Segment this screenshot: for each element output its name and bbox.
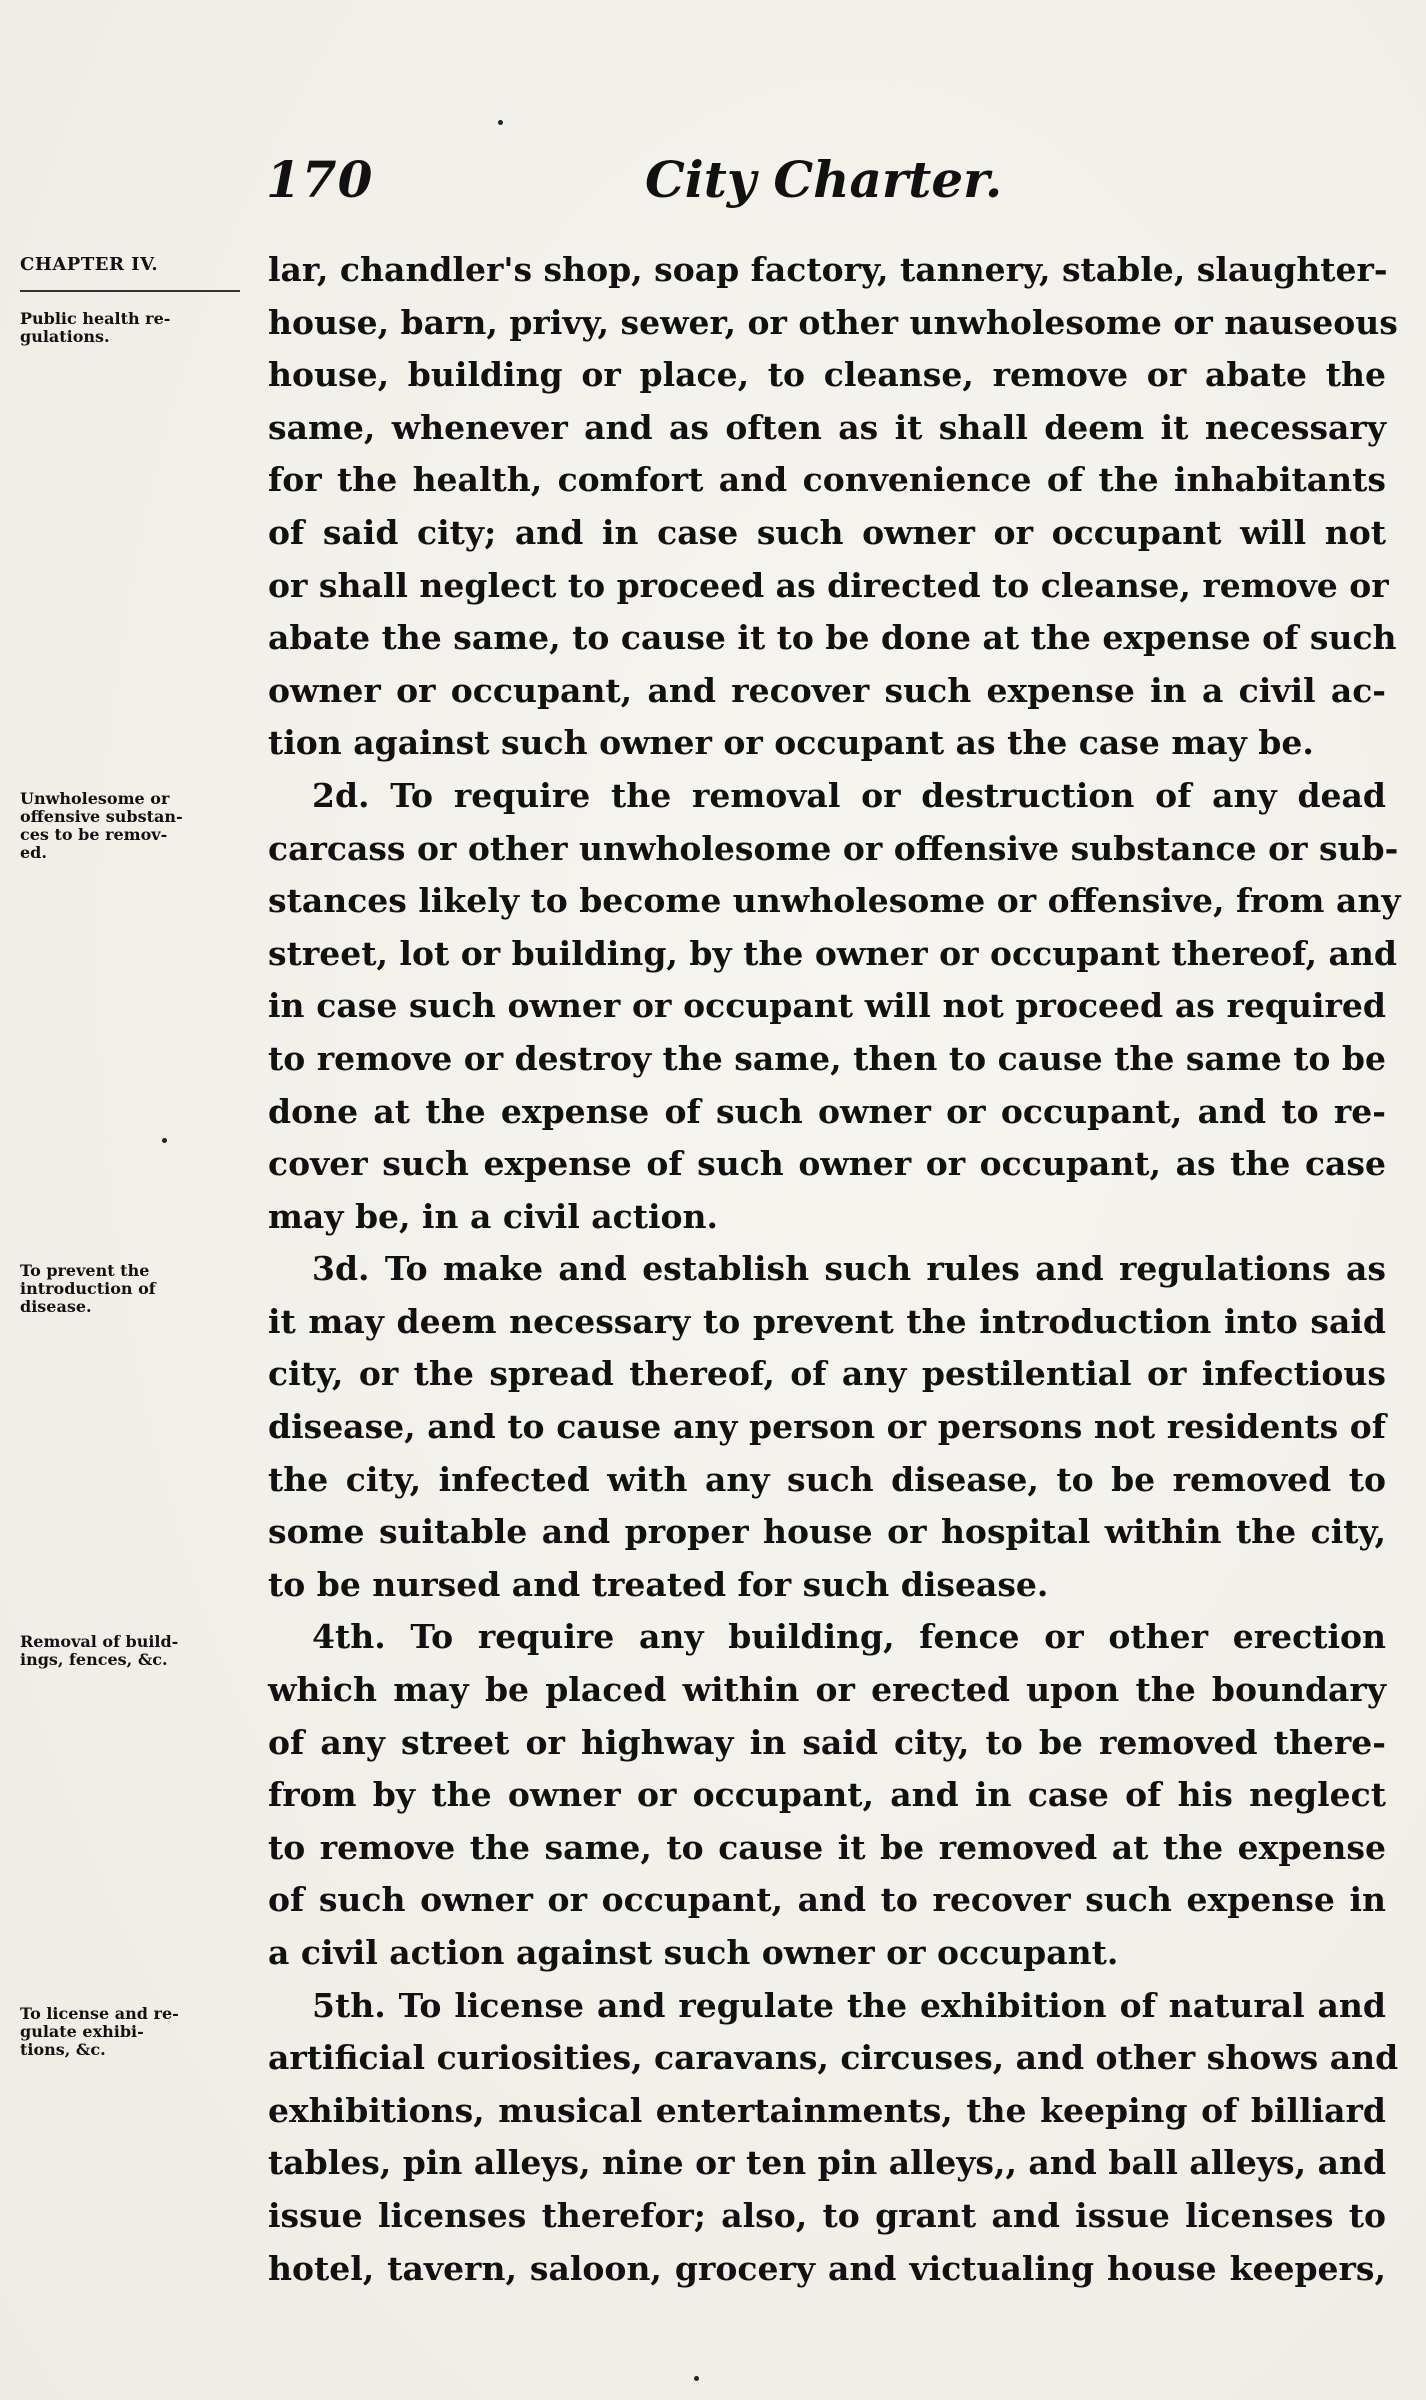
side-note-removal-of-buildings: Removal of build- ings, fences, &c. xyxy=(20,1632,179,1669)
running-title: City Charter. xyxy=(645,150,1003,209)
text-line: 3d. To make and establish such rules and regulations as xyxy=(312,1249,1386,1289)
text-line: city, or the spread thereof, of any pestilential or infectious xyxy=(268,1354,1386,1394)
text-line: a civil action against such owner or occupant. xyxy=(268,1933,1119,1972)
text-line: lar, chandler's shop, soap factory, tannery, stable, slaughter- xyxy=(268,250,1388,289)
text-line: artificial curiosities, caravans, circuses, and other shows and xyxy=(268,2038,1399,2078)
text-line: abate the same, to cause it to be done at the expense of such xyxy=(268,618,1397,658)
text-line: 2d. To require the removal or destruction of any dead xyxy=(312,775,1386,815)
text-line: tion against such owner or occupant as the case may be. xyxy=(268,723,1314,763)
text-line: same, whenever and as often as it shall deem it necessary xyxy=(268,407,1386,447)
text-line: to remove the same, to cause it be removed at the expense xyxy=(268,1827,1386,1867)
text-line: disease, and to cause any person or persons not residents of xyxy=(268,1407,1386,1447)
side-note-unwholesome-substances: Unwholesome or offensive substan- ces to be remov- ed. xyxy=(20,789,183,862)
page-number: 170 xyxy=(266,150,374,209)
text-line: it may deem necessary to prevent the introduction into said xyxy=(268,1301,1386,1341)
chapter-divider xyxy=(20,290,240,292)
text-line: which may be placed within or erected upon the boundary xyxy=(268,1670,1386,1710)
text-line: for the health, comfort and convenience of the inhabitants xyxy=(268,460,1386,500)
text-line: 4th. To require any building, fence or other erection xyxy=(312,1617,1386,1657)
text-line: or shall neglect to proceed as directed to cleanse, remove or xyxy=(268,565,1389,605)
text-line: street, lot or building, by the owner or occupant thereof, and xyxy=(268,933,1397,973)
chapter-label: CHAPTER IV. xyxy=(20,254,159,275)
text-line: of said city; and in case such owner or occupant will not xyxy=(268,512,1386,552)
text-line: 5th. To license and regulate the exhibition of natural and xyxy=(312,1985,1386,2025)
body-text xyxy=(268,244,1401,2295)
side-note-public-health: Public health re- gulations. xyxy=(20,309,171,346)
text-line: of such owner or occupant, and to recover such expense in xyxy=(268,1880,1386,1920)
side-note-license-exhibitions: To license and re- gulate exhibi- tions, &c. xyxy=(20,2004,179,2059)
print-speck xyxy=(694,2376,699,2381)
page-header xyxy=(260,150,1380,220)
text-line: house, building or place, to cleanse, remove or abate the xyxy=(268,355,1386,395)
text-line: some suitable and proper house or hospital within the city, xyxy=(268,1512,1386,1552)
text-line: tables, pin alleys, nine or ten pin alleys,, and ball alleys, and xyxy=(268,2143,1387,2183)
text-line: issue licenses therefor; also, to grant and issue licenses to xyxy=(268,2195,1386,2235)
text-line: the city, infected with any such disease, to be removed to xyxy=(268,1459,1386,1499)
print-speck xyxy=(498,120,503,125)
text-line: carcass or other unwholesome or offensive substance or sub- xyxy=(268,828,1399,868)
text-line: done at the expense of such owner or occupant, and to re- xyxy=(268,1091,1386,1131)
text-line: stances likely to become unwholesome or offensive, from any xyxy=(268,881,1401,921)
text-line: exhibitions, musical entertainments, the keeping of billiard xyxy=(268,2090,1386,2130)
side-note-prevent-disease: To prevent the introduction of disease. xyxy=(20,1261,156,1316)
text-line: from by the owner or occupant, and in case of his neglect xyxy=(268,1775,1386,1815)
text-line: of any street or highway in said city, to be removed there- xyxy=(268,1722,1386,1762)
text-line: owner or occupant, and recover such expense in a civil ac- xyxy=(268,670,1386,710)
text-line: house, barn, privy, sewer, or other unwholesome or nauseous xyxy=(268,302,1398,342)
text-line: cover such expense of such owner or occupant, as the case xyxy=(268,1144,1386,1184)
text-line: to remove or destroy the same, then to cause the same to be xyxy=(268,1038,1387,1078)
text-line: in case such owner or occupant will not proceed as required xyxy=(268,986,1386,1026)
text-line: hotel, tavern, saloon, grocery and victualing house keepers, xyxy=(268,2248,1386,2288)
text-line: may be, in a civil action. xyxy=(268,1196,719,1236)
text-line: to be nursed and treated for such disease. xyxy=(268,1564,1049,1604)
print-speck xyxy=(162,1138,167,1143)
